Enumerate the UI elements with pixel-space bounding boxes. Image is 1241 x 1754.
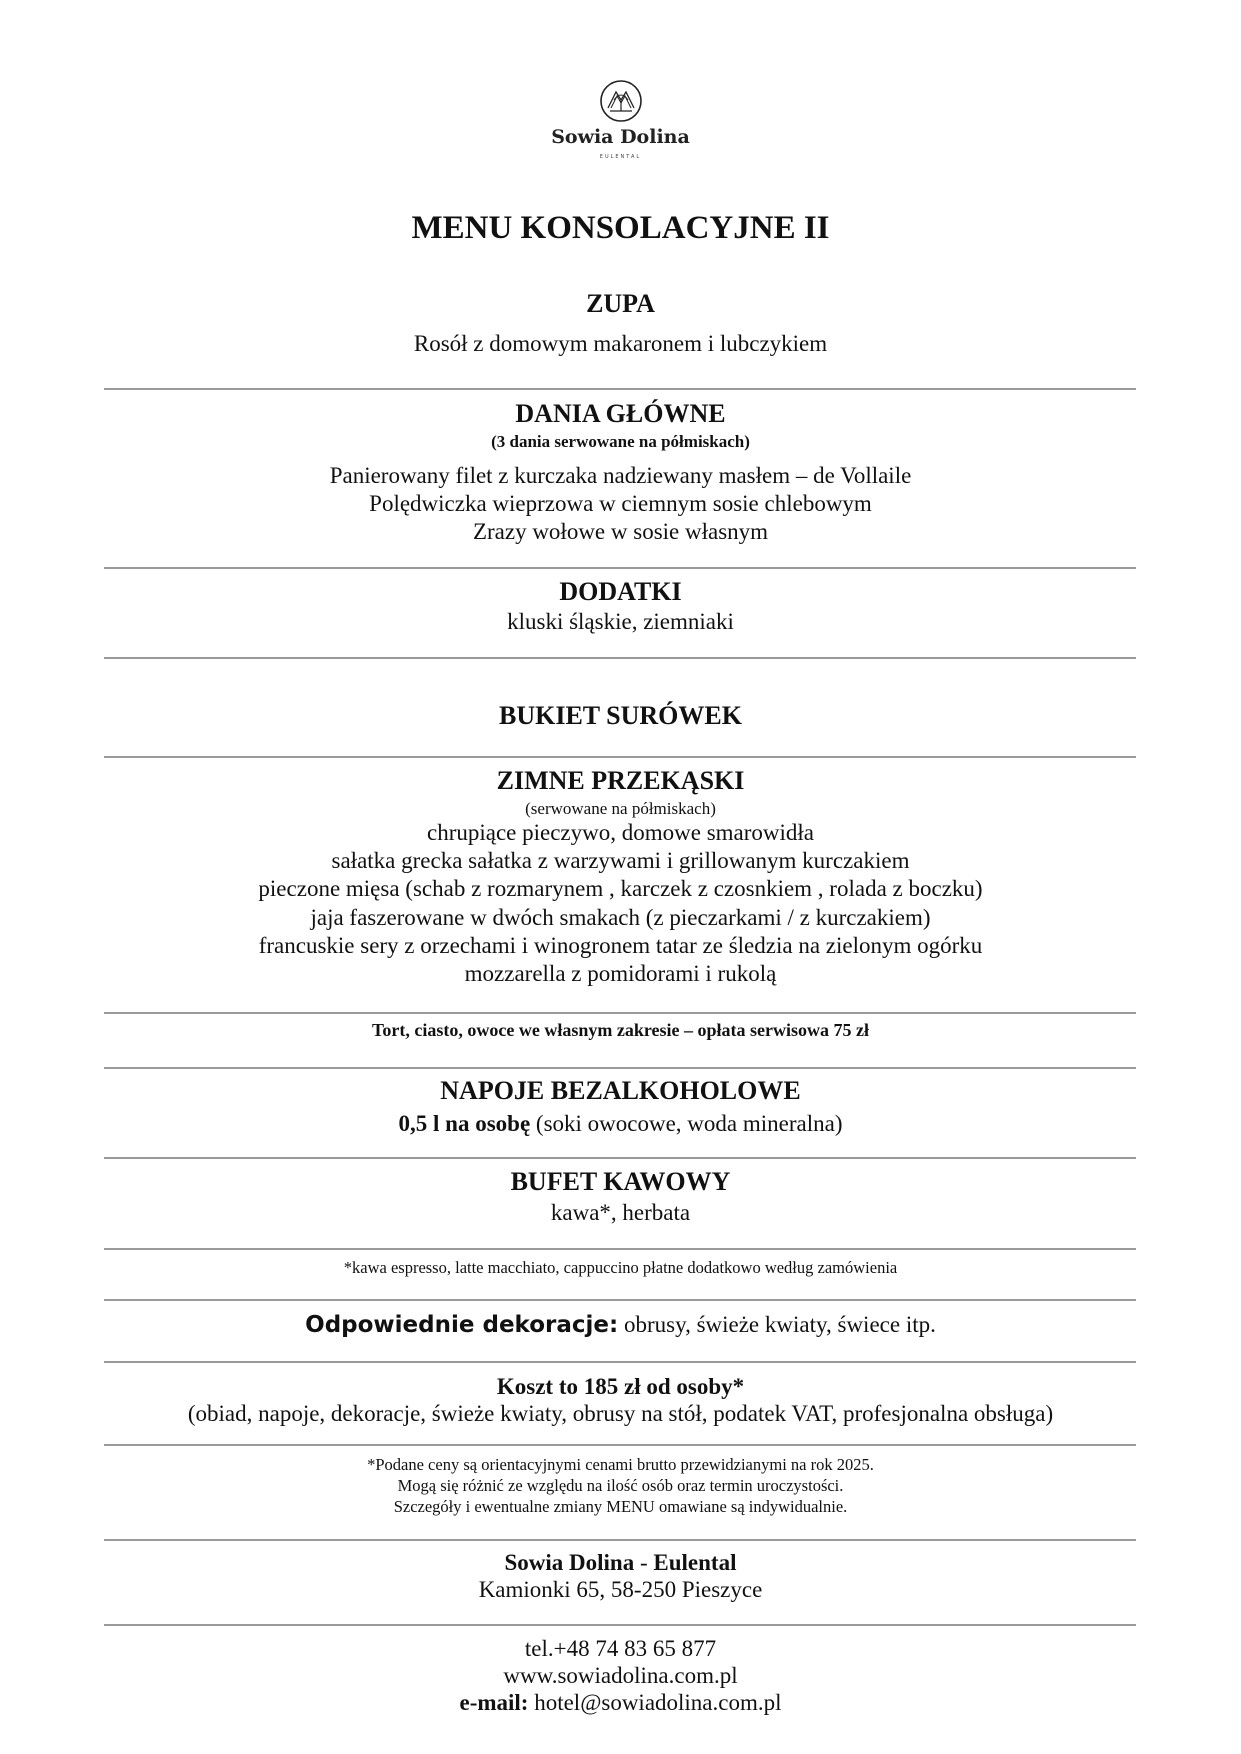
decor-label: Odpowiednie dekoracje:: [305, 1312, 619, 1338]
mains-item: Panierowany filet z kurczaka nadziewany masłem – de Vollaile: [329, 463, 912, 488]
disclaimer-line: Szczegóły i ewentualne zmiany MENU omawiane są indywidualnie.: [393, 1497, 848, 1516]
cold-item: francuskie sery z orzechami i winogronem tatar ze śledzia na zielonym ogórku: [258, 933, 983, 958]
coffee-heading: BUFET KAWOWY: [510, 1167, 731, 1196]
cold-heading: ZIMNE PRZEKĄSKI: [496, 766, 745, 795]
divider: [104, 657, 1136, 659]
divider: [104, 567, 1136, 569]
divider: [104, 1539, 1136, 1541]
soup-item: Rosół z domowym makaronem i lubczykiem: [413, 331, 828, 356]
decor-text: obrusy, świeże kwiaty, świece itp.: [618, 1312, 936, 1337]
price-details: (obiad, napoje, dekoracje, świeże kwiaty, obrusy na stół, podatek VAT, profesjonalna obsługa): [187, 1401, 1054, 1426]
mains-item: Zrazy wołowe w sosie własnym: [472, 519, 769, 544]
owl-tree-emblem-icon: [598, 78, 644, 124]
sides-heading: DODATKI: [559, 577, 682, 606]
cold-item: sałatka grecka sałatka z warzywami i grillowanym kurczakiem: [331, 848, 910, 873]
cold-item: jaja faszerowane w dwóch smakach (z pieczarkami / z kurczakiem): [310, 905, 931, 930]
mains-heading: DANIA GŁÓWNE: [515, 399, 726, 428]
contact-website[interactable]: www.sowiadolina.com.pl: [503, 1663, 738, 1688]
decor-line: [0, 1310, 1241, 1340]
drinks-heading: NAPOJE BEZALKOHOLOWE: [440, 1076, 801, 1105]
contact-name: [0, 1548, 1241, 1577]
cold-item: mozzarella z pomidorami i rukolą: [464, 961, 777, 986]
price-heading: Koszt to 185 zł od osoby*: [496, 1374, 745, 1399]
divider: [104, 388, 1136, 390]
divider: [104, 756, 1136, 758]
email-address[interactable]: hotel@sowiadolina.com.pl: [528, 1690, 782, 1715]
divider: [104, 1157, 1136, 1159]
disclaimer-line: *Podane ceny są orientacyjnymi cenami brutto przewidzianymi na rok 2025.: [367, 1455, 874, 1474]
mains-item: Polędwiczka wieprzowa w ciemnym sosie chlebowym: [369, 491, 872, 516]
disclaimer-line: Mogą się różnić ze względu na ilość osób oraz termin uroczystości.: [397, 1476, 844, 1495]
page-title: MENU KONSOLACYJNE II: [411, 210, 830, 246]
contact-address: Kamionki 65, 58-250 Pieszyce: [478, 1577, 763, 1602]
cold-item: pieczone mięsa (schab z rozmarynem , karczek z czosnkiem , rolada z boczku): [258, 876, 983, 901]
divider: [104, 1361, 1136, 1363]
sides-item: kluski śląskie, ziemniaki: [507, 609, 734, 634]
brand-subtitle: EULENTAL: [599, 154, 642, 160]
divider: [104, 1067, 1136, 1069]
contact-name-sep: -: [634, 1550, 654, 1575]
salads-heading: BUKIET SURÓWEK: [499, 701, 742, 730]
drinks-desc: (soki owocowe, woda mineralna): [530, 1111, 843, 1136]
contact-phone: tel.+48 74 83 65 877: [524, 1636, 717, 1661]
logo: [0, 78, 1241, 164]
drinks-line: [0, 1109, 1241, 1138]
divider: [104, 1624, 1136, 1626]
cake-fee: Tort, ciasto, owoce we własnym zakresie – opłata serwisowa 75 zł: [372, 1020, 869, 1040]
cold-item: chrupiące pieczywo, domowe smarowidła: [426, 820, 815, 845]
contact-name-part: Eulental: [653, 1550, 737, 1575]
brand-name: Sowia Dolina: [551, 126, 690, 148]
divider: [104, 1444, 1136, 1446]
contact-name-part: Sowia Dolina: [504, 1550, 635, 1575]
cold-note: (serwowane na półmiskach): [525, 799, 716, 818]
email-label: e-mail:: [459, 1690, 529, 1715]
coffee-item: kawa*, herbata: [550, 1200, 691, 1225]
drinks-amount: 0,5 l na osobę: [398, 1111, 531, 1136]
coffee-note: *kawa espresso, latte macchiato, cappuccino płatne dodatkowo według zamówienia: [343, 1258, 898, 1277]
divider: [104, 1299, 1136, 1301]
divider: [104, 1248, 1136, 1250]
soup-heading: ZUPA: [586, 289, 655, 318]
contact-email[interactable]: [0, 1688, 1241, 1717]
mains-note: (3 dania serwowane na półmiskach): [491, 432, 750, 451]
divider: [104, 1012, 1136, 1014]
